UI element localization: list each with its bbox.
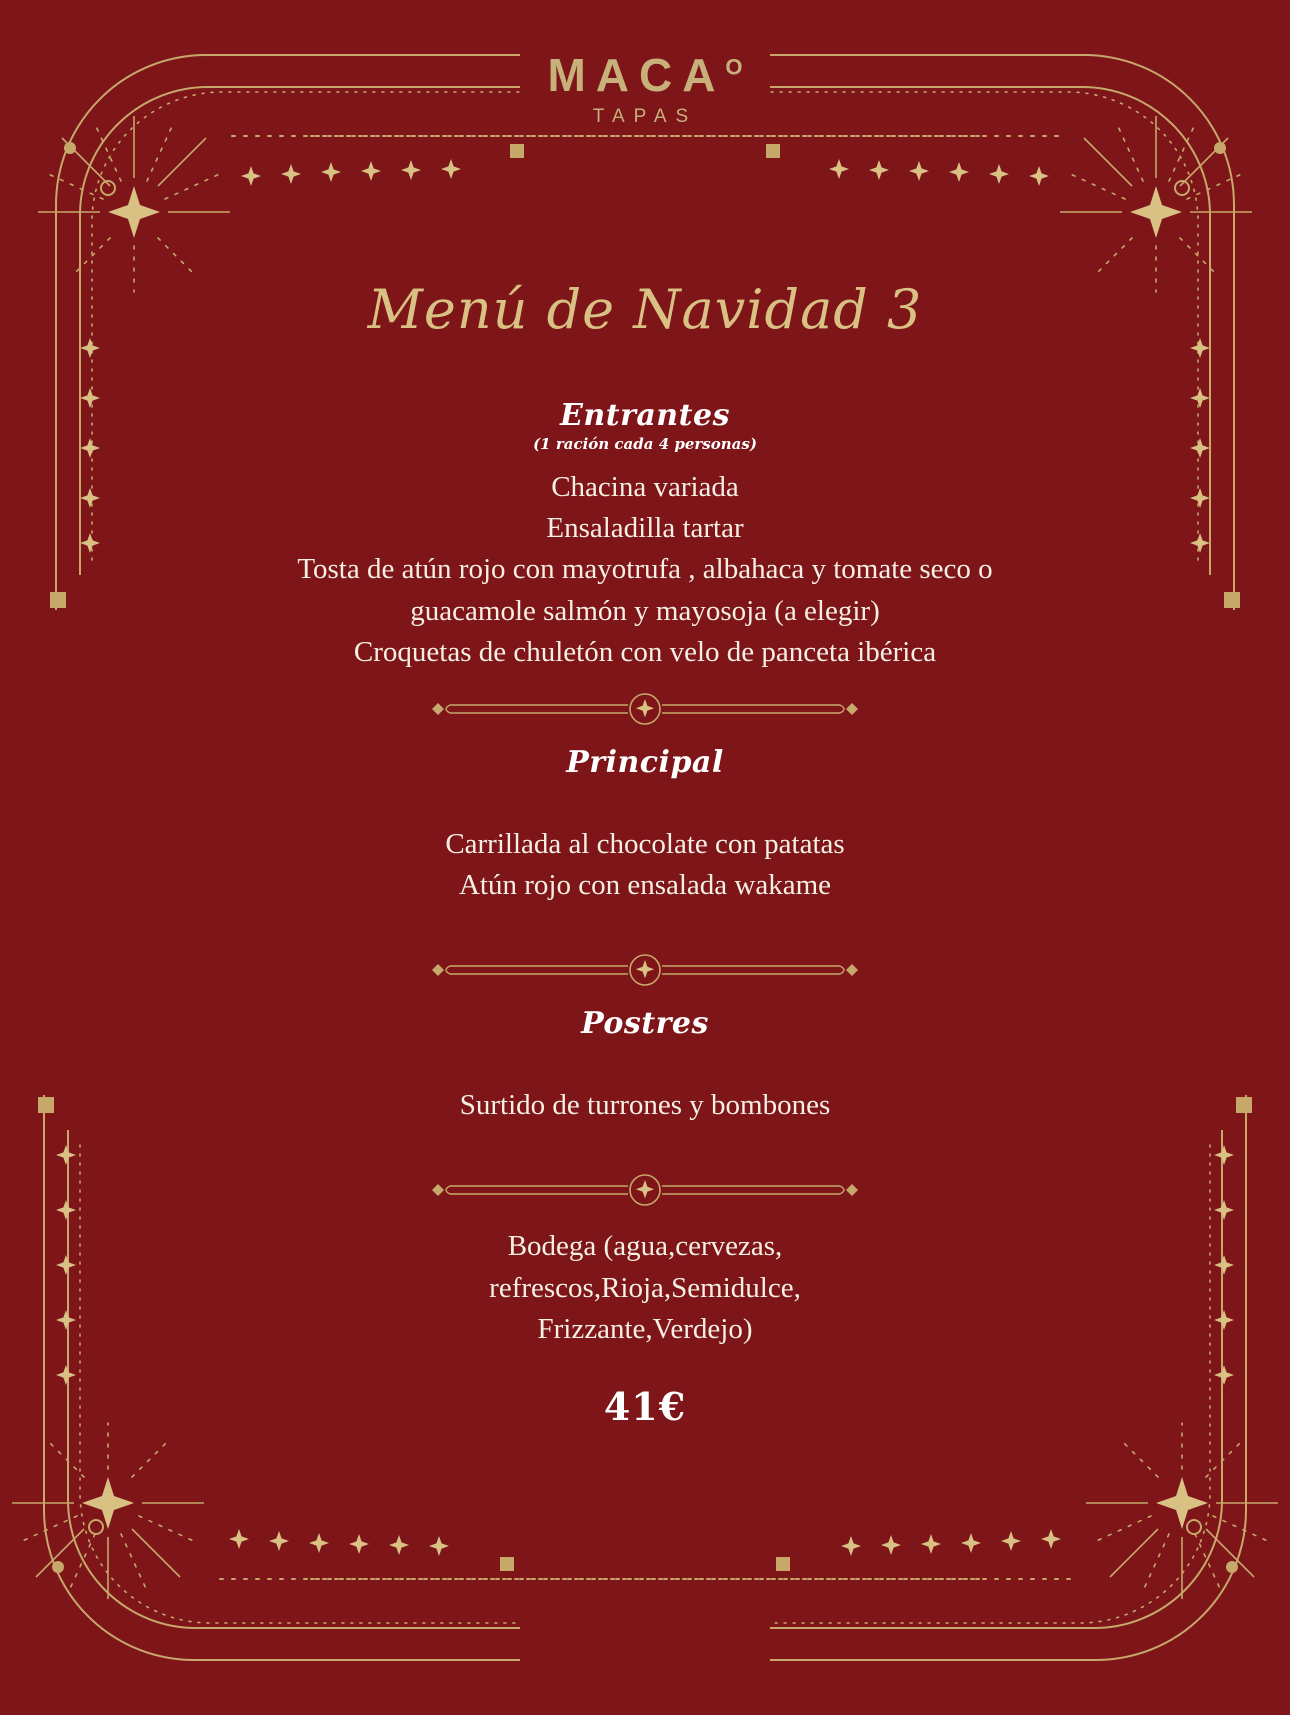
dish-item: Surtido de turrones y bombones [459,1089,831,1122]
brand-name-suffix: O [725,54,743,80]
section-postres [150,1006,1140,1126]
section-heading: Entrantes [560,398,730,433]
price: 41€ [603,1383,687,1429]
dish-item: Croquetas de chuletón con velo de panceta ibérica [353,635,937,668]
section-heading: Principal [566,744,724,780]
dish-item: Tosta de atún rojo con mayotrufa , albahaca y tomate seco o [297,553,993,586]
drinks-list [150,1226,1140,1350]
section-principal [150,745,1140,906]
brand-header [0,48,1290,128]
star-burst-divider-icon [410,952,880,988]
section-entrantes [150,398,1140,673]
brand-logo [547,48,742,102]
section-heading: Postres [581,1006,709,1042]
dish-item: Ensaladilla tartar [546,512,744,545]
brand-name-text: MACA [547,49,726,101]
section-note: (1 ración cada 4 personas) [533,435,757,453]
dish-list [150,1085,1140,1126]
star-burst-divider-icon [410,691,880,727]
dish-list [150,467,1140,673]
drinks-line: refrescos,Rioja,Semidulce, [489,1271,801,1304]
drinks-line: Frizzante,Verdejo) [537,1312,753,1345]
dish-item: Atún rojo con ensalada wakame [458,869,832,902]
drinks-line: Bodega (agua,cervezas, [507,1230,783,1263]
dish-item: Chacina variada [551,471,739,503]
page-title: Menú de Navidad 3 [367,278,923,341]
star-burst-divider-icon [410,1172,880,1208]
dish-list [150,824,1140,906]
dish-item: guacamole salmón y mayosoja (a elegir) [410,594,880,627]
brand-subtitle: TAPAS [592,106,698,127]
dish-item: Carrillada al chocolate con patatas [445,827,845,860]
menu-content [150,398,1140,1429]
